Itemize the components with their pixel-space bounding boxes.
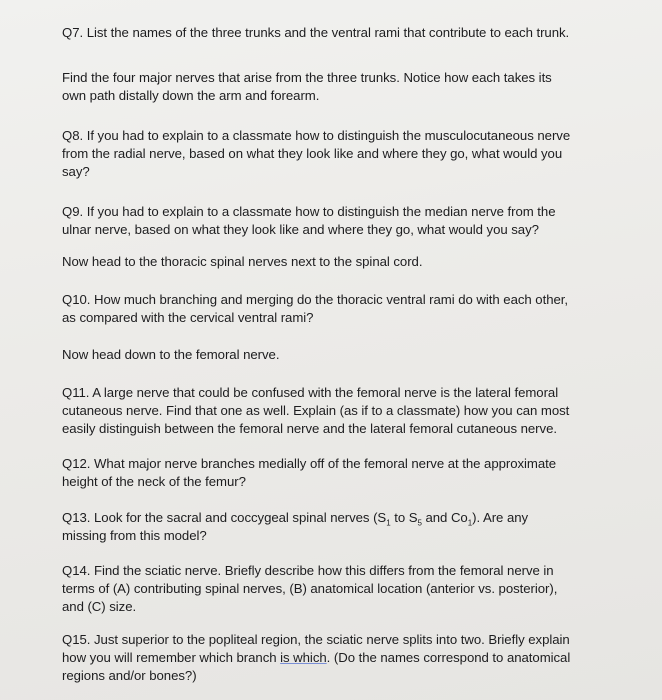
question-q7: Q7. List the names of the three trunks and the ventral rami that contribute to each trunk. bbox=[62, 25, 570, 40]
q13-suffix: ). Are any missing from this model? bbox=[62, 510, 529, 543]
instruction-thoracic: Now head to the thoracic spinal nerves next to the spinal cord. bbox=[62, 254, 423, 269]
q13-co1-subscript: 1 bbox=[467, 518, 473, 528]
instruction-find-four-nerves: Find the four major nerves that arise from the three trunks. Notice how each takes its own path distally down the arm and forearm. bbox=[62, 70, 552, 103]
question-q10: Q10. How much branching and merging do the thoracic ventral rami do with each other, as compared with the cervical ventral rami? bbox=[62, 292, 568, 325]
q15-before: Q15. Just superior to the popliteal region, the sciatic nerve splits into two. Briefly explain how you will remember which branch bbox=[62, 632, 570, 665]
question-q15 bbox=[62, 631, 622, 685]
q13-s1-subscript: 1 bbox=[386, 518, 391, 528]
question-q8: Q8. If you had to explain to a classmate how to distinguish the musculocutaneous nerve from the radial nerve, based on what they look like and where they go, what would you say? bbox=[62, 128, 571, 179]
q15-underlined-phrase: is which bbox=[280, 650, 327, 665]
question-q13 bbox=[62, 509, 622, 545]
question-q12: Q12. What major nerve branches medially off of the femoral nerve at the approximate height of the neck of the femur? bbox=[62, 456, 557, 489]
question-q9: Q9. If you had to explain to a classmate how to distinguish the median nerve from the ulnar nerve, based on what they look like and where they go, what would you say? bbox=[62, 204, 556, 237]
q13-and: and Co bbox=[421, 510, 468, 525]
q13-prefix: Q13. Look for the sacral and coccygeal spinal nerves (S bbox=[62, 510, 387, 525]
question-q11: Q11. A large nerve that could be confused with the femoral nerve is the lateral femoral cutaneous nerve. Find that one as well. Explain (as if to a classmate) how you can most easily distinguish between the femoral nerve and the lateral femoral cutaneous nerve. bbox=[62, 385, 570, 436]
q15-after: . (Do the names correspond to anatomical regions and/or bones?) bbox=[62, 650, 571, 683]
q13-s5-subscript: 5 bbox=[417, 518, 422, 528]
question-q14: Q14. Find the sciatic nerve. Briefly describe how this differs from the femoral nerve in terms of (A) contributing spinal nerves, (B) anatomical location (anterior vs. posterior), and (C) size. bbox=[62, 563, 558, 614]
instruction-femoral: Now head down to the femoral nerve. bbox=[62, 347, 280, 362]
q13-to: to S bbox=[390, 510, 418, 525]
